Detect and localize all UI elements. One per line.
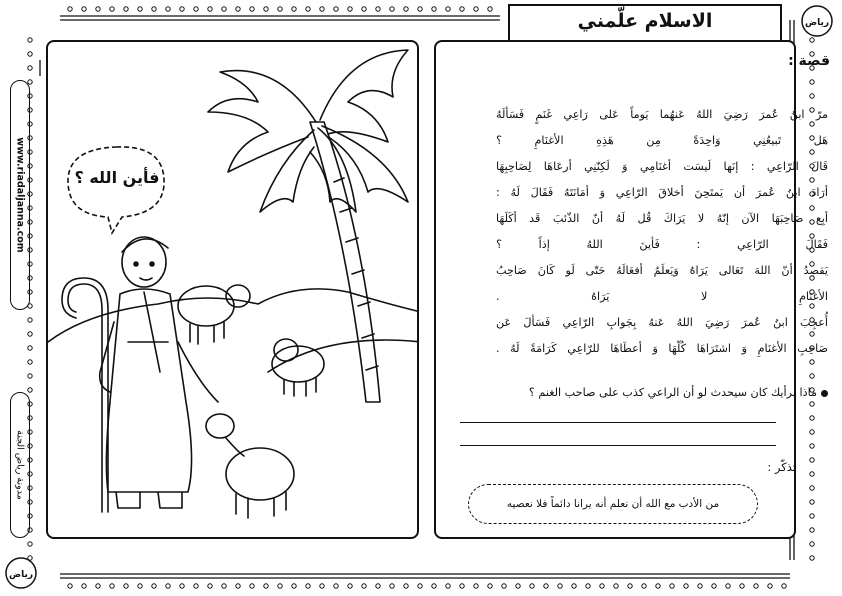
border-ornament — [334, 7, 338, 11]
border-ornament — [810, 360, 814, 364]
border-ornament — [28, 52, 32, 56]
border-ornament — [110, 7, 114, 11]
speech-bubble — [62, 139, 170, 235]
website-url[interactable]: www.riadaljanna.com — [14, 137, 26, 253]
border-ornament — [264, 7, 268, 11]
border-ornament — [810, 38, 814, 42]
border-ornament — [502, 584, 506, 588]
border-ornament — [712, 584, 716, 588]
story-line: صَاحِبِ الأغنَامِ وَ اشتَرَاهَا كُلّهَا وَ أعطَاهَا للرّاعِي كَرَامَةً لَهُ . — [496, 342, 828, 355]
border-ornament — [250, 7, 254, 11]
border-ornament — [180, 584, 184, 588]
border-ornament — [572, 584, 576, 588]
border-ornament — [292, 584, 296, 588]
bullet-icon — [821, 390, 828, 397]
story-line: مرّ ابنُ عُمرَ رَضِيَ اللهُ عَنهُما يَوماً عَلى رَاعِي غَنَمٍ فَسَألَهُ — [496, 108, 828, 121]
border-ornament — [166, 584, 170, 588]
border-ornament — [306, 7, 310, 11]
border-ornament — [28, 332, 32, 336]
border-ornament — [28, 360, 32, 364]
border-ornament — [250, 584, 254, 588]
border-ornament — [28, 374, 32, 378]
border-ornament — [810, 416, 814, 420]
border-ornament — [82, 584, 86, 588]
border-ornament — [124, 7, 128, 11]
border-ornament — [446, 7, 450, 11]
border-ornament — [320, 7, 324, 11]
border-ornament — [28, 38, 32, 42]
speech-bubble-text: فأين الله ؟ — [74, 168, 160, 187]
border-ornament — [208, 584, 212, 588]
border-ornament — [810, 514, 814, 518]
border-ornament — [754, 584, 758, 588]
remember-box — [468, 484, 758, 524]
border-ornament — [726, 584, 730, 588]
border-ornament — [166, 7, 170, 11]
border-ornament — [810, 444, 814, 448]
question — [488, 386, 828, 399]
border-ornament — [810, 206, 814, 210]
page-title: الاسلام علّمني — [577, 10, 713, 32]
question-text: ماذا برأيك كان سيحدث لو أن الراعي كذب على صاحب الغنم ؟ — [528, 386, 817, 399]
story-line: يَقصِدُ أنّ اللهَ تَعَالى يَرَاهُ وَيَعلَمُ أفعَالَهُ حَتّى لَو كَانَ صَاحِبُ — [496, 264, 828, 277]
border-ornament — [28, 66, 32, 70]
border-ornament — [278, 584, 282, 588]
border-ornament — [124, 584, 128, 588]
border-ornament — [474, 584, 478, 588]
border-ornament — [418, 7, 422, 11]
story-line: قَالَ الرّاعِي : إنَها لَيسَت أغنَامِي وَ لَكِنّنِي أرعَاهَا لِصَاحِبِهَا — [496, 160, 828, 173]
border-ornament — [642, 584, 646, 588]
palm-leaf — [320, 50, 408, 142]
border-ornament — [376, 7, 380, 11]
border-ornament — [28, 80, 32, 84]
border-ornament — [810, 150, 814, 154]
border-ornament — [236, 7, 240, 11]
shepherd-staff — [68, 284, 102, 512]
border-ornament — [810, 178, 814, 182]
border-ornament — [320, 584, 324, 588]
palm-leaf — [322, 126, 408, 202]
border-ornament — [810, 332, 814, 336]
border-ornament — [810, 80, 814, 84]
border-ornament — [684, 584, 688, 588]
border-ornament — [264, 584, 268, 588]
border-ornament — [222, 7, 226, 11]
shepherd-illustration — [48, 42, 419, 539]
border-ornament — [810, 542, 814, 546]
border-ornament — [138, 7, 142, 11]
border-ornament — [208, 7, 212, 11]
border-ornament — [180, 7, 184, 11]
border-ornament — [740, 584, 744, 588]
border-ornament — [404, 584, 408, 588]
border-ornament — [810, 500, 814, 504]
border-ornament — [278, 7, 282, 11]
border-ornament — [362, 7, 366, 11]
border-ornament — [432, 584, 436, 588]
border-ornament — [628, 584, 632, 588]
svg-text:رياض: رياض — [804, 18, 830, 28]
logo-icon — [800, 4, 834, 38]
hill-shape — [48, 289, 419, 342]
border-ornament — [810, 304, 814, 308]
border-ornament — [698, 584, 702, 588]
border-ornament — [488, 584, 492, 588]
story-line: أبِع صَاحِبَهَا الآن إنّهُ لا يَرَاكَ قُل لَهُ أنّ الذّئبَ قَد أكَلَهَا — [496, 212, 828, 225]
logo-icon — [4, 556, 38, 590]
border-ornament — [194, 7, 198, 11]
border-ornament — [810, 374, 814, 378]
border-ornament — [418, 584, 422, 588]
border-ornament — [768, 584, 772, 588]
border-ornament — [236, 584, 240, 588]
border-ornament — [810, 430, 814, 434]
border-ornament — [404, 7, 408, 11]
remember-label: تذكّر : — [767, 460, 796, 474]
answer-line[interactable] — [460, 422, 776, 423]
border-ornament — [138, 584, 142, 588]
border-ornament — [28, 388, 32, 392]
border-ornament — [600, 584, 604, 588]
border-ornament — [28, 318, 32, 322]
border-ornament — [68, 584, 72, 588]
border-ornament — [152, 584, 156, 588]
border-ornament — [152, 7, 156, 11]
story-line: أرَادَ ابنُ عُمرَ أن يَمتَحِنَ أخلاقَ الرّاعِي وَ أمَانَتَهُ فَقَالَ لَهُ : — [496, 186, 828, 199]
border-ornament — [28, 346, 32, 350]
palm-leaf — [260, 130, 314, 212]
border-ornament — [96, 584, 100, 588]
story-line: الأغنَامِ لا يَرَاهُ . — [496, 290, 828, 303]
border-ornament — [110, 584, 114, 588]
border-ornament — [544, 584, 548, 588]
sheep-body — [178, 286, 234, 326]
border-ornament — [292, 7, 296, 11]
border-ornament — [782, 584, 786, 588]
border-ornament — [516, 584, 520, 588]
border-ornament — [488, 7, 492, 11]
border-ornament — [348, 584, 352, 588]
border-ornament — [810, 556, 814, 560]
palm-leaf — [208, 71, 316, 172]
border-ornament — [348, 7, 352, 11]
border-ornament — [810, 122, 814, 126]
border-ornament — [82, 7, 86, 11]
border-ornament — [446, 584, 450, 588]
border-ornament — [390, 7, 394, 11]
border-ornament — [96, 7, 100, 11]
illustration-panel — [46, 40, 419, 539]
border-ornament — [810, 458, 814, 462]
border-ornament — [474, 7, 478, 11]
border-ornament — [334, 584, 338, 588]
answer-line[interactable] — [460, 445, 776, 446]
story-heading: قصة : — [788, 53, 830, 69]
border-ornament — [460, 584, 464, 588]
border-ornament — [432, 7, 436, 11]
border-ornament — [810, 94, 814, 98]
border-ornament — [810, 402, 814, 406]
border-ornament — [656, 584, 660, 588]
story-line: هَل تَبيعُنِي وَاحِدَةً مِن هَذِهِ الأغنَامِ ؟ — [496, 134, 828, 147]
border-ornament — [614, 584, 618, 588]
border-ornament — [810, 472, 814, 476]
story-line: فَقَالَ الرّاعِي : فَأينَ اللهُ إذاً ؟ — [496, 238, 828, 251]
border-ornament — [362, 584, 366, 588]
hill-shape — [268, 340, 419, 372]
border-ornament — [222, 584, 226, 588]
palm-trunk — [310, 122, 380, 402]
border-ornament — [194, 584, 198, 588]
sheep-body — [226, 448, 294, 500]
border-ornament — [810, 486, 814, 490]
remember-text: من الأدب مع الله أن نعلم أنه يرانا دائماً فلا نعصيه — [506, 498, 720, 510]
border-ornament — [390, 584, 394, 588]
border-ornament — [68, 7, 72, 11]
border-ornament — [558, 584, 562, 588]
border-ornament — [810, 528, 814, 532]
blog-name: مدونة رياض الجنة — [14, 430, 26, 500]
border-ornament — [460, 7, 464, 11]
border-ornament — [530, 584, 534, 588]
svg-text:رياض: رياض — [8, 570, 34, 580]
story-line: أُعجِبَ ابنُ عُمرَ رَضِيَ اللهُ عَنهُ بِجَوابِ الرّاعِي فَسَألَ عَن — [496, 316, 828, 329]
border-ornament — [306, 584, 310, 588]
border-ornament — [670, 584, 674, 588]
border-ornament — [586, 584, 590, 588]
border-ornament — [376, 584, 380, 588]
border-ornament — [28, 542, 32, 546]
